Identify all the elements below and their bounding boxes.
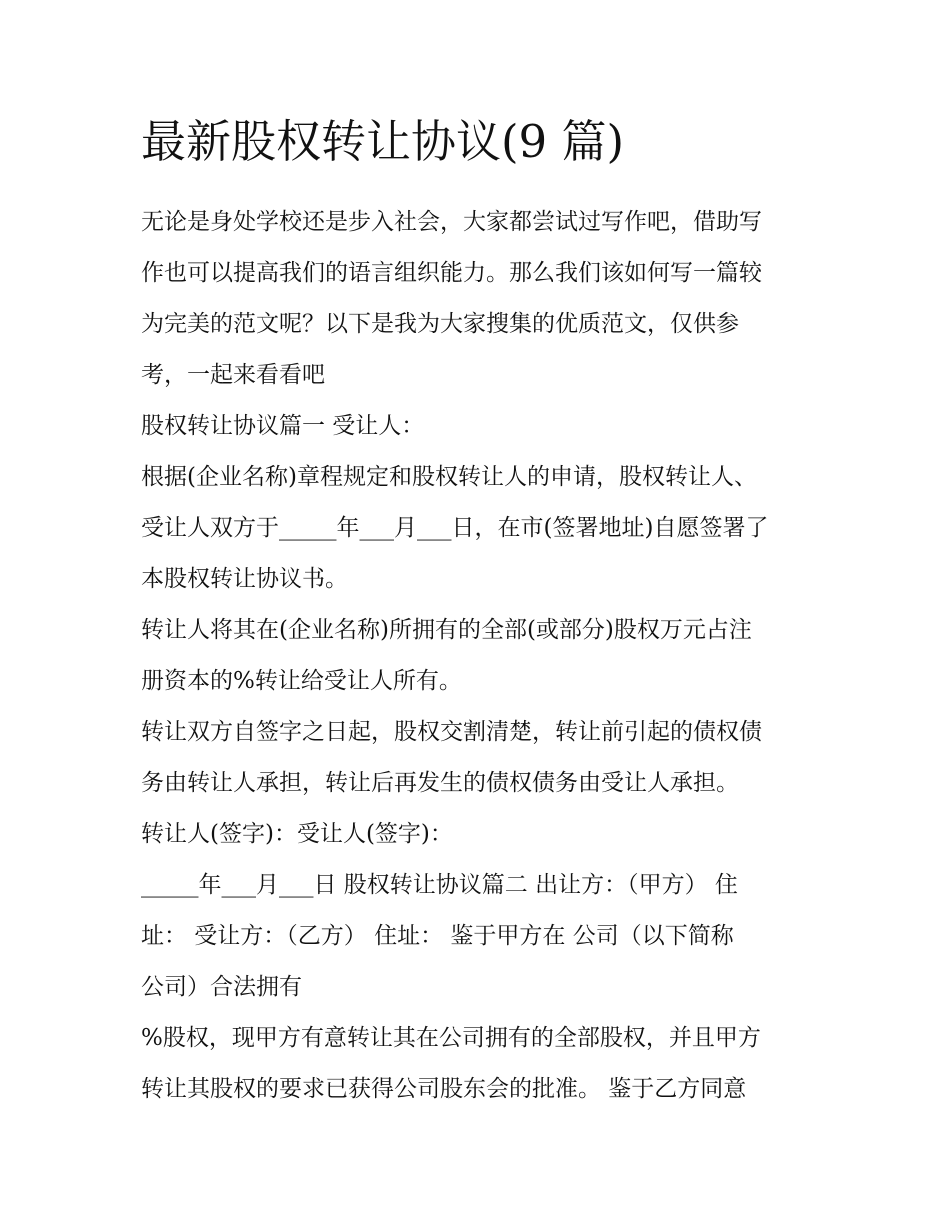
body-line: 转让其股权的要求已获得公司股东会的批准。 鉴于乙方同意	[141, 1076, 747, 1102]
section-heading-line: 股权转让协议篇一 受让人：	[141, 413, 425, 439]
date-section-line: _____年___月___日 股权转让协议篇二 出让方：（甲方） 住	[141, 872, 738, 898]
body-line: 受让人双方于_____年___月___日，在市(签署地址)自愿签署了	[141, 515, 769, 541]
document-title: 最新股权转让协议(9 篇)	[141, 115, 625, 168]
body-line: 转让双方自签字之日起，股权交割清楚，转让前引起的债权债	[141, 719, 762, 745]
body-line: 册资本的%转让给受让人所有。	[141, 668, 462, 694]
body-line: 为完美的范文呢？以下是我为大家搜集的优质范文，仅供参	[141, 311, 739, 337]
signature-line: 转让人(签字)：受让人(签字)：	[141, 821, 453, 847]
body-line: 本股权转让协议书。	[141, 566, 348, 592]
body-line: %股权，现甲方有意转让其在公司拥有的全部股权，并且甲方	[141, 1025, 761, 1051]
body-line: 根据(企业名称)章程规定和股权转让人的申请，股权转让人、	[141, 464, 757, 490]
body-line: 作也可以提高我们的语言组织能力。那么我们该如何写一篇较	[141, 260, 762, 286]
body-line: 无论是身处学校还是步入社会，大家都尝试过写作吧，借助写	[141, 209, 762, 235]
document-body	[141, 197, 821, 1115]
body-line: 转让人将其在(企业名称)所拥有的全部(或部分)股权万元占注	[141, 617, 752, 643]
body-line: 公司）合法拥有	[141, 974, 302, 1000]
body-line: 址： 受让方：（乙方） 住址： 鉴于甲方在 公司（以下简称	[141, 923, 734, 949]
body-line: 务由转让人承担，转让后再发生的债权债务由受让人承担。	[141, 770, 739, 796]
body-line: 考，一起来看看吧	[141, 362, 325, 388]
